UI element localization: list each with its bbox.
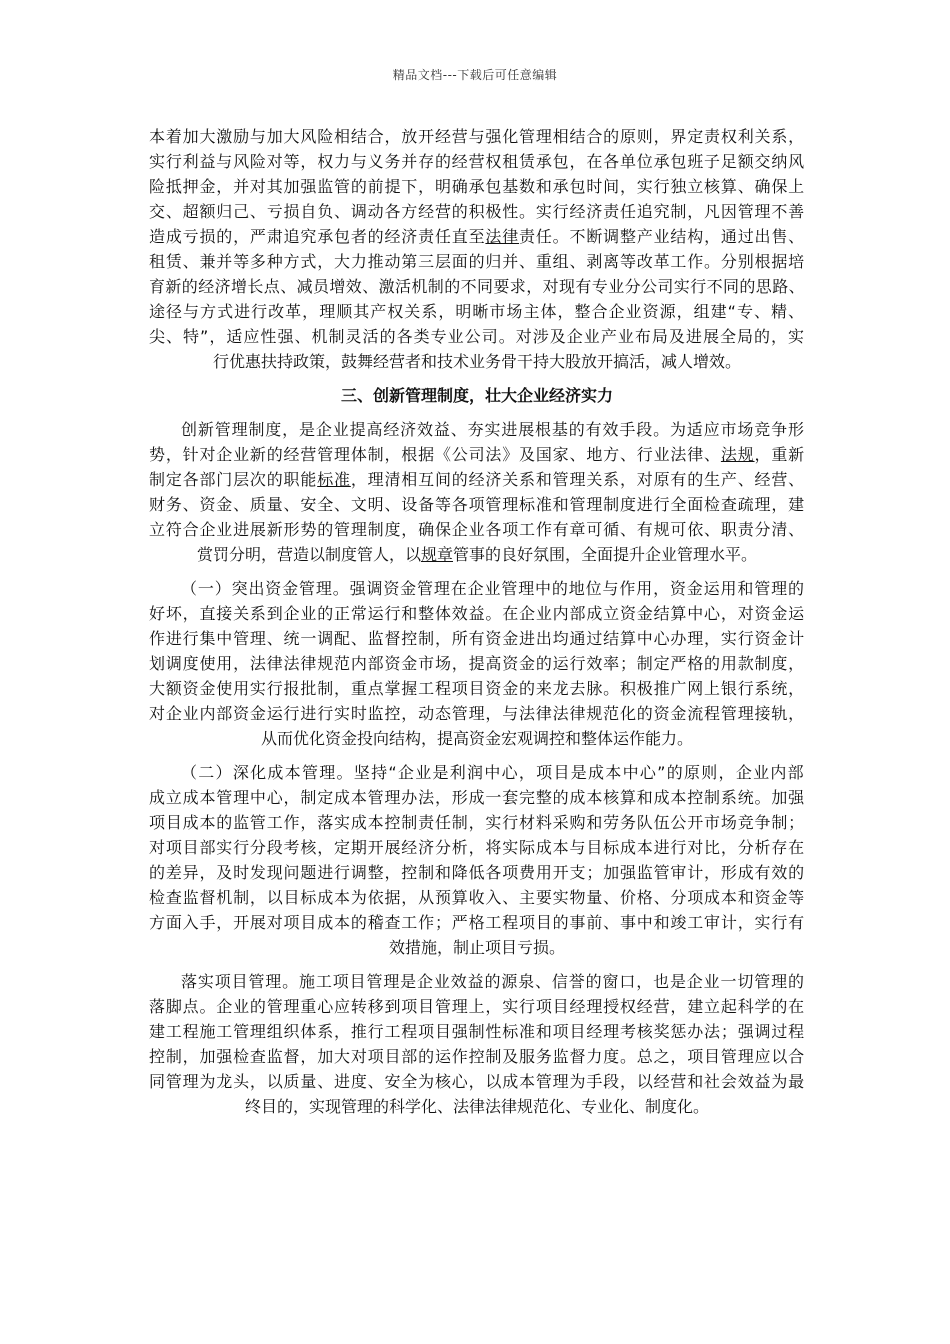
- text-line: [149, 442, 805, 467]
- text-line: 成立成本管理中心，制定成本管理办法，形成一套完整的成本核算和成本控制系统。加强: [149, 788, 805, 807]
- text-line: [149, 224, 805, 249]
- text-segment: 势，针对企业新的经营管理体制，根据《公司法》及国家、地方、行业法律、: [149, 445, 721, 464]
- text-line: 控制，加强检查监督，加大对项目部的运作控制及服务监督力度。总之，项目管理应以合: [149, 1047, 805, 1066]
- document-body: [149, 124, 805, 1128]
- text-line: 大额资金使用实行报批制，重点掌握工程项目资金的来龙去脉。积极推广网上银行系统，: [149, 679, 805, 698]
- text-line: 同管理为龙头，以质量、进度、安全为核心，以成本管理为手段，以经营和社会效益为最: [149, 1072, 805, 1091]
- text-line: 本着加大激励与加大风险相结合，放开经营与强化管理相结合的原则，界定责权利关系，: [149, 127, 805, 146]
- text-line: 建工程施工管理组织体系，推行工程项目强制性标准和项目经理考核奖惩办法；强调过程: [149, 1022, 805, 1041]
- hyperlink[interactable]: 法律: [485, 227, 520, 246]
- text-line: 交、超额归己、亏损自负、调动各方经营的积极性。实行经济责任追究制，凡因管理不善: [149, 202, 805, 221]
- text-line: 租赁、兼并等多种方式，大力推动第三层面的归并、重组、剥离等改革工作。分别根据培: [149, 252, 805, 271]
- paragraph-p4: [149, 760, 805, 960]
- text-segment: 责任。不断调整产业结构，通过出售、: [519, 227, 805, 246]
- text-segment: 管事的良好氛围，全面提升企业管理水平。: [453, 545, 758, 564]
- text-line: 划调度使用，法律法律规范内部资金市场，提高资金的运行效率；制定严格的用款制度，: [149, 654, 805, 673]
- hyperlink[interactable]: 规章: [420, 545, 453, 564]
- section-heading-3: 三、创新管理制度，壮大企业经济实力: [340, 386, 613, 405]
- text-line: 好坏，直接关系到企业的正常运行和整体效益。在企业内部成立资金结算中心，对资金运: [149, 604, 805, 623]
- text-line: [149, 467, 805, 492]
- text-line: 实行利益与风险对等，权力与义务并存的经营权租赁承包，在各单位承包班子足额交纳风: [149, 152, 805, 171]
- text-segment: 造成亏损的，严肃追究承包者的经济责任直至: [149, 227, 486, 246]
- text-line: 效措施，制止项目亏损。: [388, 938, 565, 957]
- text-segment: 制定各部门层次的职能: [149, 470, 318, 489]
- text-line: 落脚点。企业的管理重心应转移到项目管理上，实行项目经理授权经营，建立起科学的在: [149, 997, 805, 1016]
- text-line: 对项目部实行分段考核，定期开展经济分析，将实际成本与目标成本进行对比，分析存在: [149, 838, 805, 857]
- text-line: [149, 542, 805, 567]
- text-line: 财务、资金、质量、安全、文明、设备等各项管理标准和管理制度进行全面检查疏理，建: [149, 495, 805, 514]
- text-line: 作进行集中管理、统一调配、监督控制，所有资金进出均通过结算中心办理，实行资金计: [149, 629, 805, 648]
- text-segment: ，理清相互间的经济关系和管理关系，对原有的生产、经营、: [350, 470, 805, 489]
- text-line: 的差异，及时发现问题进行调整，控制和降低各项费用开支；加强监管审计，形成有效的: [149, 863, 805, 882]
- paragraph-p3: [149, 576, 805, 751]
- text-line: 对企业内部资金运行进行实时监控，动态管理，与法律法律规范化的资金流程管理接轨，: [149, 704, 805, 723]
- text-line: 创新管理制度，是企业提高经济效益、夯实进展根基的有效手段。为适应市场竞争形: [181, 420, 805, 439]
- text-line: 方面入手，开展对项目成本的稽查工作；严格工程项目的事前、事中和竣工审计，实行有: [149, 913, 805, 932]
- text-line: 途径与方式进行改革，理顺其产权关系，明晰市场主体，整合企业资源，组建“专、精、: [149, 302, 806, 321]
- hyperlink[interactable]: 标准: [317, 470, 351, 489]
- text-line: 行优惠扶持政策，鼓舞经营者和技术业务骨干持大股放开搞活，减人增效。: [212, 352, 741, 371]
- text-line: 落实项目管理。施工项目管理是企业效益的源泉、信誉的窗口，也是企业一切管理的: [181, 972, 805, 991]
- text-line: 项目成本的监管工作，落实成本控制责任制，实行材料采购和劳务队伍公开市场竞争制；: [149, 813, 805, 832]
- text-line: 从而优化资金投向结构，提高资金宏观调控和整体运作能力。: [260, 729, 693, 748]
- text-line: 立符合企业进展新形势的管理制度，确保企业各项工作有章可循、有规可依、职责分清、: [149, 520, 805, 539]
- text-line: 检查监督机制，以目标成本为依据，从预算收入、主要实物量、价格、分项成本和资金等: [149, 888, 805, 907]
- text-line: 育新的经济增长点、减员增效、激活机制的不同要求，对现有专业分公司实行不同的思路、: [149, 277, 806, 296]
- text-line: （二）深化成本管理。坚持“企业是利润中心，项目是成本中心”的原则，企业内部: [181, 763, 805, 782]
- paragraph-p1: [149, 124, 805, 374]
- text-segment: ，重新: [754, 445, 805, 464]
- text-line: （一）突出资金管理。强调资金管理在企业管理中的地位与作用，资金运用和管理的: [181, 579, 805, 598]
- text-line: 尖、特”，适应性强、机制灵活的各类专业公司。对涉及企业产业布局及进展全局的，实: [149, 327, 806, 346]
- text-line: 终目的，实现管理的科学化、法律法律规范化、专业化、制度化。: [244, 1097, 709, 1116]
- text-line: 险抵押金，并对其加强监管的前提下，明确承包基数和承包时间，实行独立核算、确保上: [149, 177, 805, 196]
- hyperlink[interactable]: 法规: [720, 445, 755, 464]
- page-header: 精品文档---下载后可任意编辑: [392, 68, 558, 82]
- paragraph-p2: [149, 417, 805, 567]
- paragraph-p5: [149, 969, 805, 1119]
- text-segment: 赏罚分明，营造以制度管人，以: [196, 545, 421, 564]
